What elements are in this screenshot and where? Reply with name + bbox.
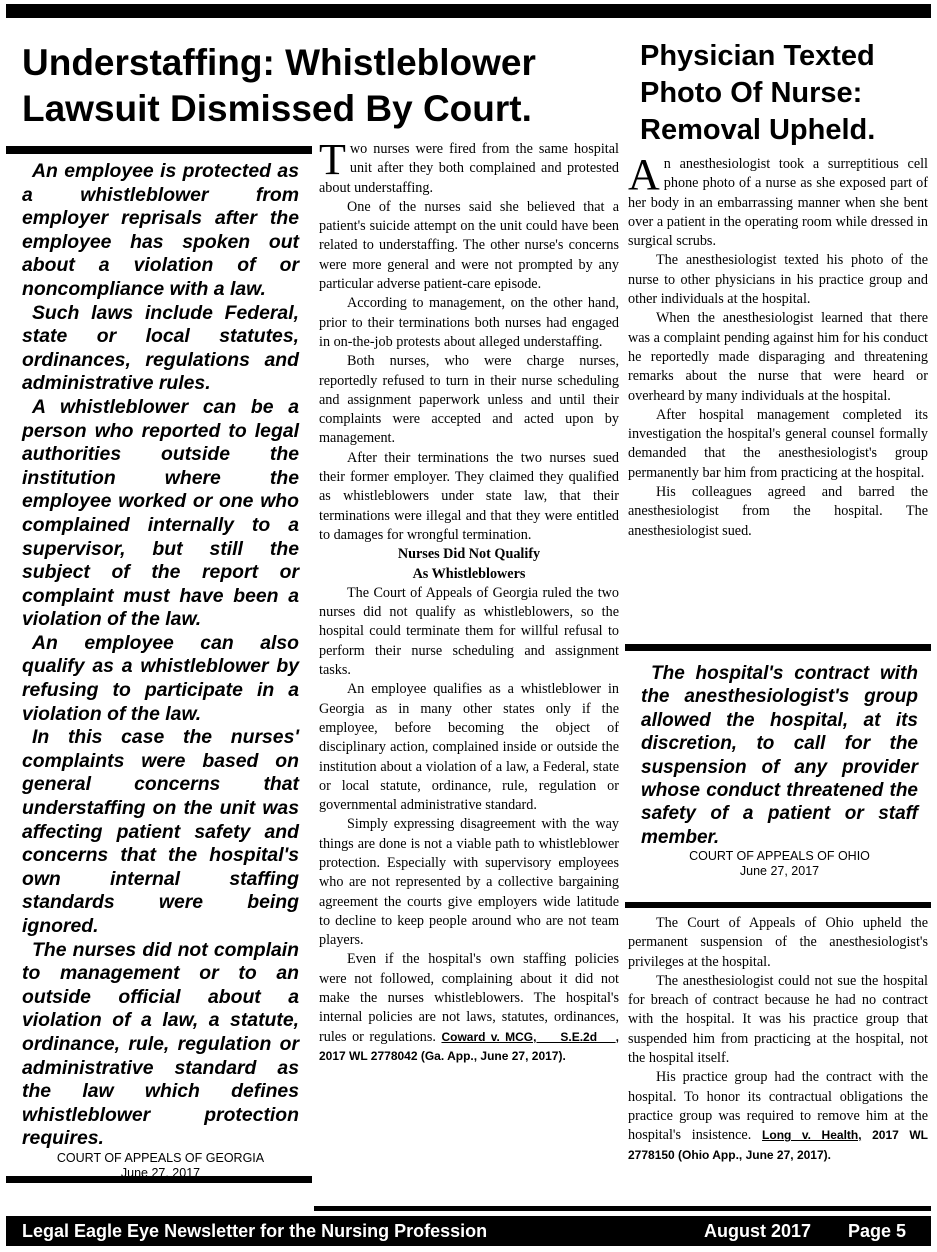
body-paragraph-first: An anesthesiologist took a surreptitious cell phone photo of a nurse as she exposed part of her body in an embarrassing manner when she bent over a patient in the operating room while dressed in surgical scrubs.: [628, 150, 928, 250]
left-quote-paragraph: The nurses did not complain to management or to an outside official about a violation of a law, a statute, ordinance, rule, regulation or administrative standard as the law which defines whistleblower protection requires.: [22, 938, 299, 1150]
body-paragraph: Both nurses, who were charge nurses, reportedly refused to turn in their nurse scheduling and assignment paperwork unless and until their complaints were accepted and acted upon by management.: [319, 353, 619, 447]
body-paragraph: After their terminations the two nurses sued their former employer. They claimed they qualified as whistleblowers under state law, that their terminations were illegal and that they were entitled to damages for wrongful termination.: [319, 449, 619, 543]
right-article-rule-top: [625, 644, 931, 651]
left-pull-quote: [22, 160, 299, 1181]
column-rule-bottom: [314, 1206, 931, 1211]
body-paragraph: His colleagues agreed and barred the anesthesiologist from the hospital. The anesthesiologist sued.: [628, 484, 928, 539]
left-quote-paragraph: An employee can also qualify as a whistleblower by refusing to participate in a violation of the law.: [22, 631, 299, 725]
body-paragraph: The anesthesiologist could not sue the hospital for breach of contract because he had no contract with the hospital. It was his practice group that suspended him from practicing at the hospital, not the hospital itself.: [628, 972, 928, 1067]
body-paragraph: His practice group had the contract with the hospital. To honor its contractual obligations the practice group was required to remove him at the hospital's insistence. Long v. Health, 2017 WL 2778150 (Ohio App., June 27, 2017).: [628, 1069, 928, 1162]
footer-bar: [6, 1216, 931, 1246]
body-paragraph: The anesthesiologist texted his photo of the nurse to other physicians in his practice group and other individuals at the hospital.: [628, 252, 928, 308]
body-paragraph: According to management, on the other hand, prior to their terminations both nurses had engaged in on-the-job protests about alleged understaffing.: [319, 295, 619, 350]
right-quote-court: COURT OF APPEALS OF OHIO: [689, 849, 870, 864]
body-paragraph: The Court of Appeals of Ohio upheld the permanent suspension of the anesthesiologist's privileges at the hospital.: [628, 915, 928, 970]
body-paragraph-last: Even if the hospital's own staffing policies were not followed, complaining about it did not make the nurses whistleblowers. The hospital's internal policies are not laws, statutes, ordinances, rules or regulations. Coward v. MCG, __ S.E.2d __, 2017 WL 2778042 (Ga. App., June 27, 2017).: [319, 951, 620, 1063]
left-quote-paragraph: In this case the nurses' complaints were based on general concerns that understaffing on the unit was affecting patient safety and concerns that the hospital's own internal staffing standards were being ignored.: [22, 726, 299, 937]
left-headline-rule: [6, 146, 312, 154]
case-citation-rest: 2017 WL 2778150 (Ohio App., June 27, 2017).: [628, 1128, 928, 1162]
subhead: As Whistleblowers: [412, 565, 526, 582]
right-headline: Physician Texted Photo Of Nurse: Removal Upheld.: [640, 40, 876, 146]
case-citation-rest: 2017 WL 2778042 (Ga. App., June 27, 2017).: [319, 1048, 566, 1063]
body-paragraph: Simply expressing disagreement with the way things are done is not a viable path to whistleblower protection. Especially with supervisory employees who are not represented by a collective bargaining agreement the courts give employers wide latitude to decline to keep people around who are not team players.: [319, 816, 619, 949]
left-quote-date: June 27, 2017: [120, 1165, 201, 1180]
body-paragraph: The Court of Appeals of Georgia ruled the two nurses did not qualify as whistleblowers, so the hospital could terminate them for willful refusal to perform their nurse scheduling and assignment tasks.: [319, 584, 619, 679]
right-quote-paragraph: The hospital's contract with the anesthesiologist's group allowed the hospital, at its discretion, to call for the suspension of any provider whose conduct threatened the safety of a patient or staff member.: [641, 663, 918, 848]
case-citation-link[interactable]: Long v. Health,: [762, 1128, 862, 1143]
left-quote-court: COURT OF APPEALS OF GEORGIA: [56, 1150, 265, 1165]
left-quote-paragraph: A whistleblower can be a person who reported to legal authorities outside the institution where the employee worked or one who complained internally to a supervisor, but still the subject of the report or complaint must have been a violation of the law.: [22, 395, 299, 631]
top-rule: [6, 4, 931, 18]
footer-title: Legal Eagle Eye Newsletter for the Nursing Profession: [22, 1221, 488, 1241]
left-quote-paragraph: An employee is protected as a whistleblower from employer reprisals after the employee has spoken out about a violation of or noncompliance with a law.: [22, 160, 299, 300]
footer-page: Page 5: [848, 1221, 907, 1241]
left-article-body: [319, 135, 620, 1066]
footer-issue: August 2017: [704, 1221, 812, 1241]
right-quote-date: June 27, 2017: [739, 864, 820, 879]
body-paragraph-first: Two nurses were fired from the same hospital unit after they both complained and protested about understaffing.: [319, 135, 619, 196]
dropcap: A: [628, 150, 660, 199]
left-quote-paragraph: Such laws include Federal, state or local statutes, ordinances, regulations and administrative rules.: [22, 301, 299, 395]
body-paragraph: One of the nurses said she believed that a patient's suicide attempt on the unit could have been related to understaffing. The other nurse's concerns were more general and were not prompted by any particular adverse patient-care episode.: [319, 198, 619, 293]
right-article-rule-bottom: [625, 902, 931, 908]
right-article-body-2: [628, 914, 928, 1165]
dropcap: T: [319, 135, 346, 184]
body-paragraph: An employee qualifies as a whistleblower in Georgia as in many other states only if the employee, before becoming the object of disciplinary action, complained inside or outside the institution about a violation of a law, a Federal, state or local statute, ordinance, rule, regulation or governmental administrative standard.: [319, 681, 619, 814]
subhead: Nurses Did Not Qualify: [397, 546, 541, 563]
right-article-body: [628, 150, 928, 541]
right-pull-quote: [641, 662, 918, 879]
case-citation-link[interactable]: Coward v. MCG, __ S.E.2d __,: [441, 1029, 620, 1044]
body-paragraph: When the anesthesiologist learned that there was a complaint pending against him for his conduct he reportedly made disparaging and threatening remarks about the nurse that were heard or overheard by many individuals at the hospital.: [628, 310, 928, 404]
left-headline: Understaffing: Whistleblower Lawsuit Dismissed By Court.: [22, 42, 536, 129]
body-paragraph: After hospital management completed its investigation the hospital's general counsel formally demanded that the anesthesiologist's group permanently bar him from practicing at the hospital.: [628, 406, 928, 481]
